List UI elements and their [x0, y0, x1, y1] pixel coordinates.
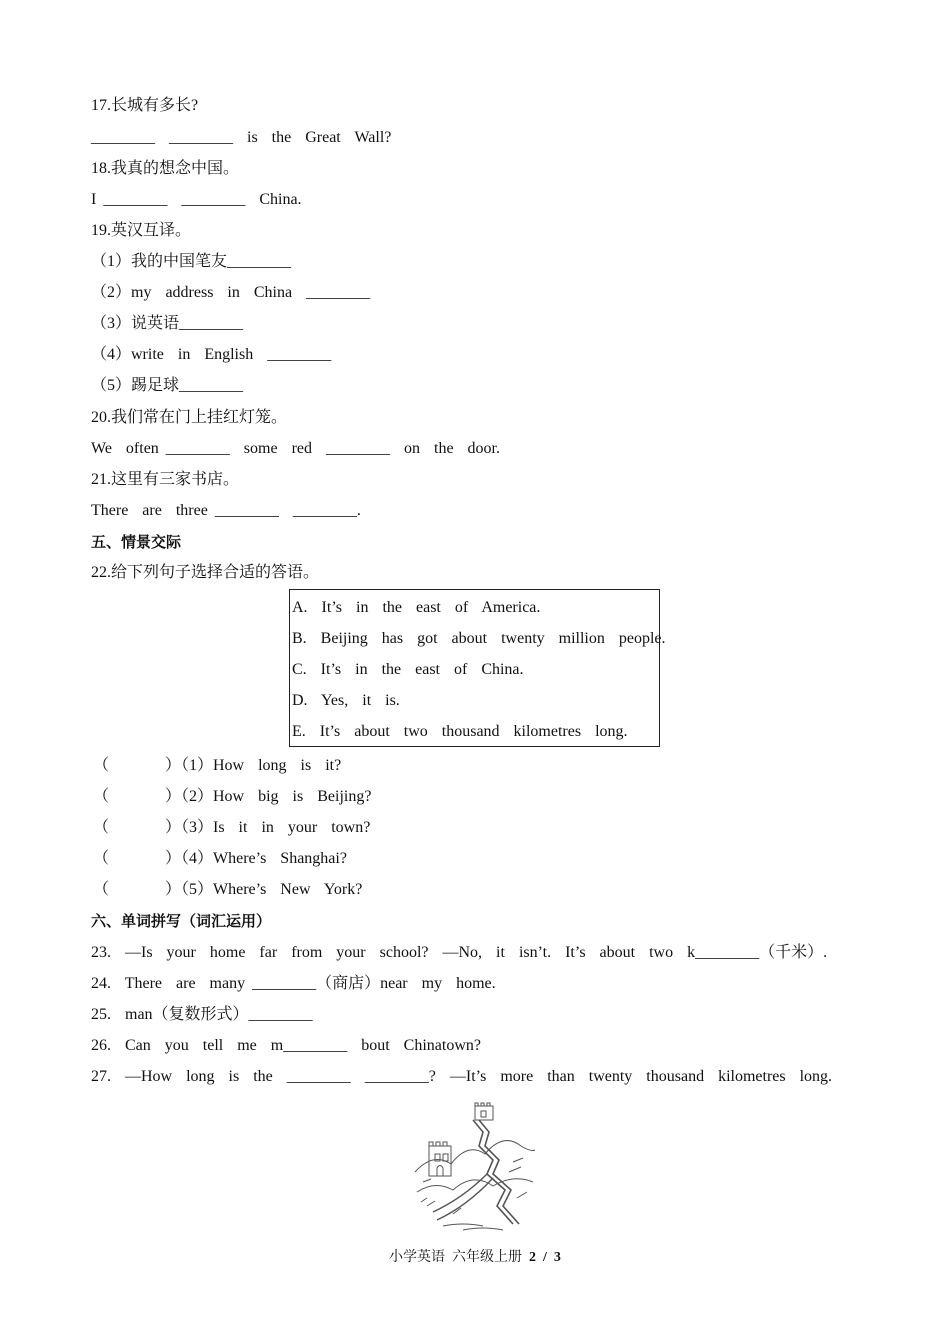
q26: 26. Can you tell me m________ bout Chinatown?	[91, 1037, 481, 1054]
q22-item-1: （ ）（1）How long is it?	[93, 757, 342, 774]
q20-prompt: 20.我们常在门上挂红灯笼。	[91, 409, 288, 426]
page-footer	[0, 1246, 950, 1266]
option-a: A. It’s in the east of America.	[292, 599, 541, 616]
q22-item-3: （ ）（3）Is it in your town?	[93, 819, 371, 836]
option-b: B. Beijing has got about twenty million people.	[292, 630, 666, 647]
option-e: E. It’s about two thousand kilometres long.	[292, 723, 628, 740]
q17-prompt: 17.长城有多长?	[91, 97, 199, 114]
q22-item-2: （ ）（2）How big is Beijing?	[93, 788, 372, 805]
q23: 23. —Is your home far from your school? —No, it isn’t. It’s about two k________（千米）.	[91, 944, 828, 961]
q21-prompt: 21.这里有三家书店。	[91, 471, 240, 488]
q19-item-2: （2）my address in China ________	[91, 284, 371, 301]
q21-answer: There are three ________ ________.	[91, 502, 361, 519]
q24: 24. There are many ________（商店）near my home.	[91, 975, 496, 992]
answer-options-box	[289, 589, 666, 747]
q19-item-5: （5）踢足球________	[91, 377, 244, 394]
option-d: D. Yes, it is.	[292, 692, 400, 709]
q19-prompt: 19.英汉互译。	[91, 222, 192, 239]
q19-item-3: （3）说英语________	[91, 315, 244, 332]
q18-prompt: 18.我真的想念中国。	[91, 160, 240, 177]
q18-answer: I ________ ________ China.	[91, 191, 302, 208]
q17-answer: ________ ________ is the Great Wall?	[91, 129, 392, 146]
option-c: C. It’s in the east of China.	[292, 661, 524, 678]
q27: 27. —How long is the ________ ________? —It’s more than twenty thousand kilometres long.	[91, 1068, 833, 1085]
section6-heading: 六、单词拼写（词汇运用）	[91, 912, 272, 930]
q22-item-5: （ ）（5）Where’s New York?	[93, 881, 363, 898]
q19-item-1: （1）我的中国笔友________	[91, 253, 292, 270]
q20-answer: We often ________ some red ________ on the door.	[91, 440, 500, 457]
q22-item-4: （ ）（4）Where’s Shanghai?	[93, 850, 347, 867]
q22-prompt: 22.给下列句子选择合适的答语。	[91, 564, 320, 581]
footer-subject: 小学英语 六年级上册	[389, 1250, 523, 1265]
great-wall-illustration	[413, 1102, 537, 1232]
q25: 25. man（复数形式）________	[91, 1006, 313, 1023]
section5-heading: 五、情景交际	[91, 533, 182, 551]
page-number: 2 / 3	[529, 1250, 561, 1265]
q19-item-4: （4）write in English ________	[91, 346, 332, 363]
